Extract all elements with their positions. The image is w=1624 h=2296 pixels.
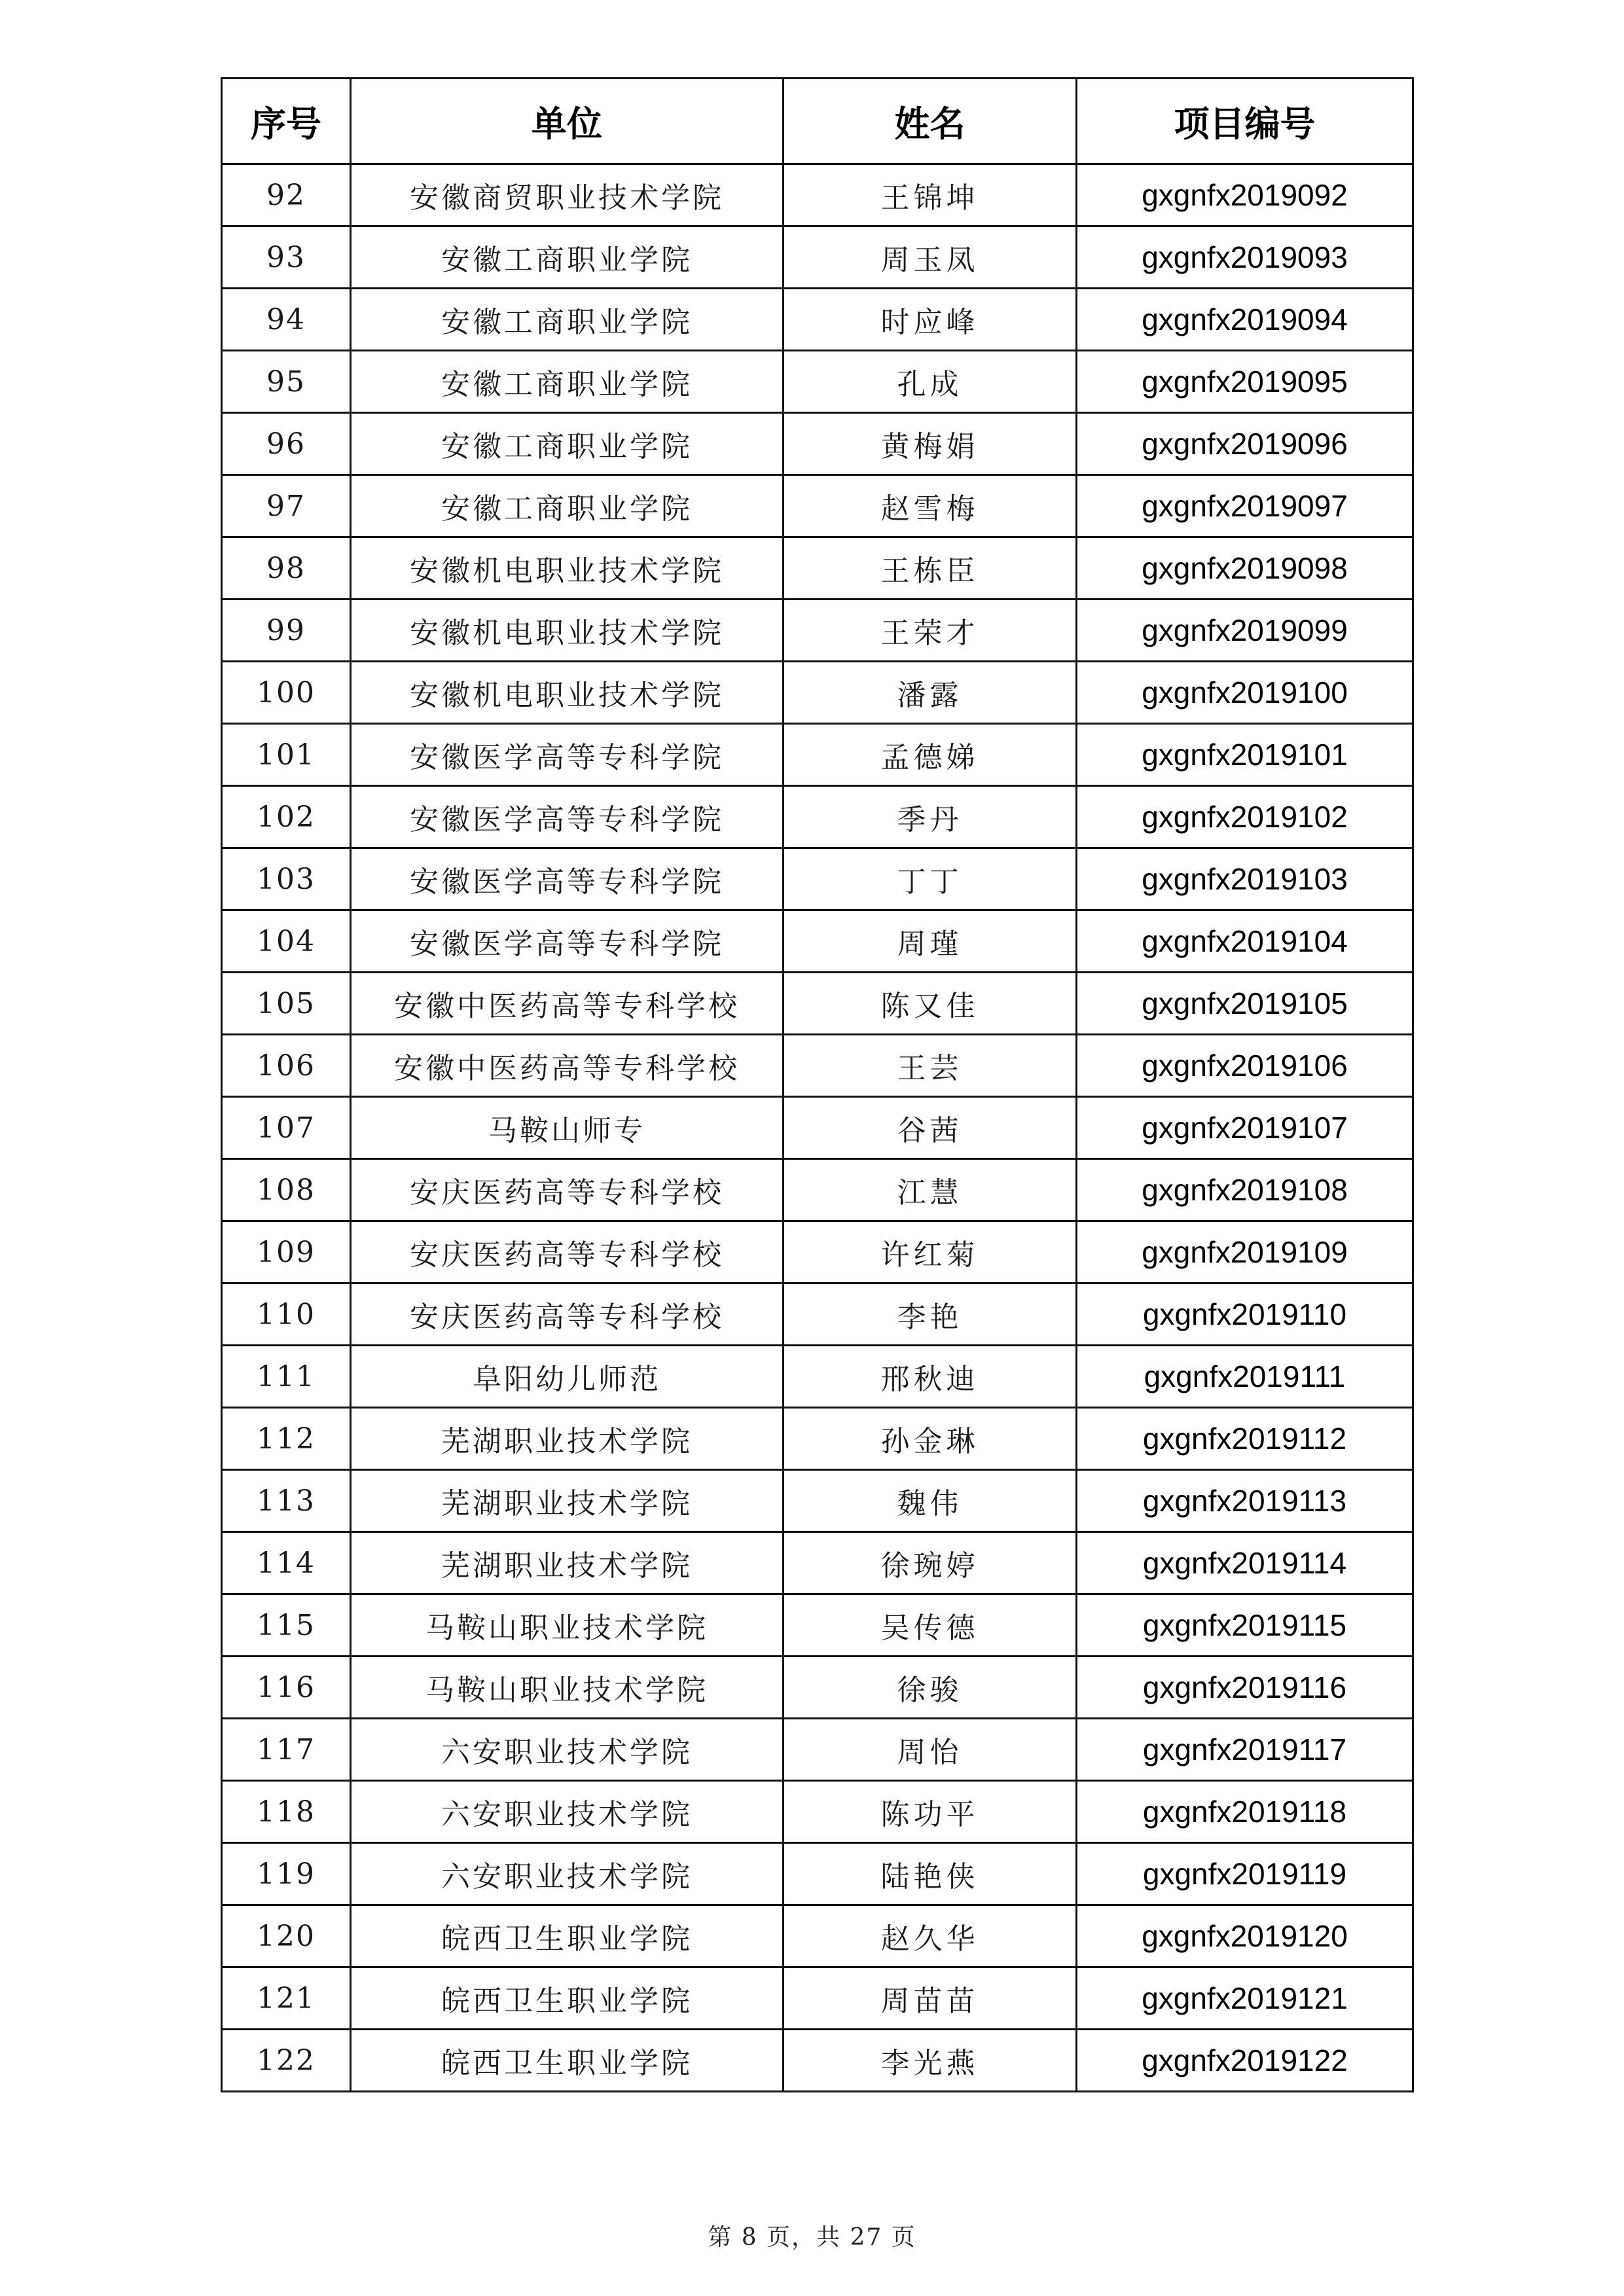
cell-name: 江慧	[784, 1159, 1077, 1221]
table-row	[222, 413, 1413, 475]
cell-name: 赵雪梅	[784, 475, 1077, 537]
cell-unit: 马鞍山职业技术学院	[351, 1594, 784, 1657]
cell-project-code: gxgnfx2019122	[1077, 2030, 1413, 2092]
cell-seq: 105	[222, 973, 351, 1035]
table-row	[222, 1221, 1413, 1283]
cell-project-code: gxgnfx2019099	[1077, 600, 1413, 662]
cell-project-code: gxgnfx2019104	[1077, 910, 1413, 973]
cell-unit: 安徽机电职业技术学院	[351, 537, 784, 600]
cell-name: 魏伟	[784, 1470, 1077, 1532]
cell-unit: 安庆医药高等专科学校	[351, 1283, 784, 1346]
cell-name: 周瑾	[784, 910, 1077, 973]
cell-name: 潘露	[784, 662, 1077, 724]
cell-seq: 94	[222, 289, 351, 351]
cell-seq: 115	[222, 1594, 351, 1657]
cell-seq: 108	[222, 1159, 351, 1221]
cell-project-code: gxgnfx2019115	[1077, 1594, 1413, 1657]
table-row	[222, 289, 1413, 351]
cell-name: 王锦坤	[784, 164, 1077, 226]
header-name: 姓名	[784, 79, 1077, 164]
table-row	[222, 1594, 1413, 1657]
cell-unit: 芜湖职业技术学院	[351, 1470, 784, 1532]
cell-name: 陆艳侠	[784, 1843, 1077, 1905]
cell-project-code: gxgnfx2019103	[1077, 848, 1413, 910]
cell-name: 徐琬婷	[784, 1532, 1077, 1594]
cell-name: 孟德娣	[784, 724, 1077, 786]
project-roster-table	[221, 77, 1414, 2092]
table-row	[222, 786, 1413, 848]
cell-seq: 104	[222, 910, 351, 973]
cell-project-code: gxgnfx2019116	[1077, 1657, 1413, 1719]
table-row	[222, 1408, 1413, 1470]
cell-project-code: gxgnfx2019109	[1077, 1221, 1413, 1283]
cell-unit: 安徽工商职业学院	[351, 289, 784, 351]
cell-name: 孙金琳	[784, 1408, 1077, 1470]
cell-project-code: gxgnfx2019111	[1077, 1346, 1413, 1408]
table-row	[222, 662, 1413, 724]
cell-unit: 皖西卫生职业学院	[351, 1905, 784, 1967]
cell-project-code: gxgnfx2019098	[1077, 537, 1413, 600]
cell-project-code: gxgnfx2019097	[1077, 475, 1413, 537]
table-row	[222, 1905, 1413, 1967]
table-row	[222, 1781, 1413, 1843]
cell-name: 王芸	[784, 1035, 1077, 1097]
table-row	[222, 1346, 1413, 1408]
cell-project-code: gxgnfx2019112	[1077, 1408, 1413, 1470]
table-row	[222, 1097, 1413, 1159]
table-row	[222, 600, 1413, 662]
table-body	[222, 164, 1413, 2092]
cell-project-code: gxgnfx2019100	[1077, 662, 1413, 724]
cell-seq: 113	[222, 1470, 351, 1532]
cell-name: 李艳	[784, 1283, 1077, 1346]
cell-seq: 93	[222, 226, 351, 289]
cell-project-code: gxgnfx2019095	[1077, 351, 1413, 413]
table-row	[222, 475, 1413, 537]
cell-seq: 122	[222, 2030, 351, 2092]
cell-unit: 阜阳幼儿师范	[351, 1346, 784, 1408]
cell-name: 季丹	[784, 786, 1077, 848]
cell-name: 徐骏	[784, 1657, 1077, 1719]
cell-name: 邢秋迪	[784, 1346, 1077, 1408]
cell-project-code: gxgnfx2019110	[1077, 1283, 1413, 1346]
header-row	[222, 79, 1413, 164]
table-row	[222, 1470, 1413, 1532]
cell-unit: 皖西卫生职业学院	[351, 1967, 784, 2030]
cell-unit: 芜湖职业技术学院	[351, 1532, 784, 1594]
cell-name: 时应峰	[784, 289, 1077, 351]
cell-unit: 马鞍山职业技术学院	[351, 1657, 784, 1719]
table-row	[222, 1035, 1413, 1097]
header-project-code: 项目编号	[1077, 79, 1413, 164]
table-header	[222, 79, 1413, 164]
cell-unit: 安徽工商职业学院	[351, 475, 784, 537]
cell-name: 孔成	[784, 351, 1077, 413]
cell-seq: 119	[222, 1843, 351, 1905]
cell-seq: 95	[222, 351, 351, 413]
cell-unit: 安徽中医药高等专科学校	[351, 1035, 784, 1097]
cell-unit: 安徽医学高等专科学院	[351, 786, 784, 848]
cell-name: 陈又佳	[784, 973, 1077, 1035]
cell-name: 王栋臣	[784, 537, 1077, 600]
table-row	[222, 2030, 1413, 2092]
cell-seq: 99	[222, 600, 351, 662]
table-row	[222, 1719, 1413, 1781]
table-row	[222, 1532, 1413, 1594]
header-unit: 单位	[351, 79, 784, 164]
cell-unit: 皖西卫生职业学院	[351, 2030, 784, 2092]
cell-project-code: gxgnfx2019094	[1077, 289, 1413, 351]
table-row	[222, 724, 1413, 786]
cell-name: 李光燕	[784, 2030, 1077, 2092]
cell-seq: 116	[222, 1657, 351, 1719]
cell-unit: 六安职业技术学院	[351, 1843, 784, 1905]
cell-unit: 安庆医药高等专科学校	[351, 1221, 784, 1283]
cell-project-code: gxgnfx2019113	[1077, 1470, 1413, 1532]
cell-unit: 安徽工商职业学院	[351, 351, 784, 413]
cell-unit: 马鞍山师专	[351, 1097, 784, 1159]
cell-seq: 92	[222, 164, 351, 226]
cell-unit: 安徽机电职业技术学院	[351, 662, 784, 724]
table-row	[222, 351, 1413, 413]
table-row	[222, 164, 1413, 226]
cell-unit: 安徽工商职业学院	[351, 413, 784, 475]
cell-seq: 114	[222, 1532, 351, 1594]
cell-seq: 98	[222, 537, 351, 600]
cell-unit: 安徽工商职业学院	[351, 226, 784, 289]
cell-project-code: gxgnfx2019117	[1077, 1719, 1413, 1781]
cell-name: 许红菊	[784, 1221, 1077, 1283]
table-row	[222, 1657, 1413, 1719]
cell-unit: 安徽医学高等专科学院	[351, 910, 784, 973]
cell-seq: 118	[222, 1781, 351, 1843]
table-row	[222, 973, 1413, 1035]
cell-name: 周苗苗	[784, 1967, 1077, 2030]
cell-project-code: gxgnfx2019092	[1077, 164, 1413, 226]
cell-seq: 97	[222, 475, 351, 537]
table-row	[222, 1967, 1413, 2030]
cell-seq: 111	[222, 1346, 351, 1408]
cell-name: 陈功平	[784, 1781, 1077, 1843]
cell-project-code: gxgnfx2019096	[1077, 413, 1413, 475]
cell-seq: 117	[222, 1719, 351, 1781]
table-row	[222, 226, 1413, 289]
cell-project-code: gxgnfx2019101	[1077, 724, 1413, 786]
cell-name: 丁丁	[784, 848, 1077, 910]
cell-seq: 109	[222, 1221, 351, 1283]
cell-seq: 100	[222, 662, 351, 724]
cell-project-code: gxgnfx2019121	[1077, 1967, 1413, 2030]
cell-name: 周怡	[784, 1719, 1077, 1781]
cell-project-code: gxgnfx2019106	[1077, 1035, 1413, 1097]
table-row	[222, 1159, 1413, 1221]
cell-seq: 121	[222, 1967, 351, 2030]
cell-seq: 96	[222, 413, 351, 475]
cell-project-code: gxgnfx2019118	[1077, 1781, 1413, 1843]
table-row	[222, 1283, 1413, 1346]
cell-seq: 102	[222, 786, 351, 848]
cell-project-code: gxgnfx2019119	[1077, 1843, 1413, 1905]
cell-project-code: gxgnfx2019093	[1077, 226, 1413, 289]
cell-unit: 安徽机电职业技术学院	[351, 600, 784, 662]
cell-name: 周玉凤	[784, 226, 1077, 289]
cell-unit: 安庆医药高等专科学校	[351, 1159, 784, 1221]
cell-seq: 120	[222, 1905, 351, 1967]
cell-project-code: gxgnfx2019107	[1077, 1097, 1413, 1159]
cell-project-code: gxgnfx2019108	[1077, 1159, 1413, 1221]
header-seq: 序号	[222, 79, 351, 164]
table-row	[222, 910, 1413, 973]
cell-name: 黄梅娟	[784, 413, 1077, 475]
cell-seq: 103	[222, 848, 351, 910]
table-row	[222, 537, 1413, 600]
cell-project-code: gxgnfx2019120	[1077, 1905, 1413, 1967]
cell-seq: 110	[222, 1283, 351, 1346]
page-number-footer: 第 8 页，共 27 页	[708, 2224, 916, 2251]
cell-seq: 112	[222, 1408, 351, 1470]
cell-unit: 六安职业技术学院	[351, 1719, 784, 1781]
cell-project-code: gxgnfx2019102	[1077, 786, 1413, 848]
cell-unit: 安徽商贸职业技术学院	[351, 164, 784, 226]
cell-seq: 106	[222, 1035, 351, 1097]
cell-unit: 安徽中医药高等专科学校	[351, 973, 784, 1035]
cell-name: 王荣才	[784, 600, 1077, 662]
table-row	[222, 1843, 1413, 1905]
cell-unit: 安徽医学高等专科学院	[351, 724, 784, 786]
cell-seq: 101	[222, 724, 351, 786]
cell-unit: 六安职业技术学院	[351, 1781, 784, 1843]
cell-seq: 107	[222, 1097, 351, 1159]
cell-name: 赵久华	[784, 1905, 1077, 1967]
cell-project-code: gxgnfx2019114	[1077, 1532, 1413, 1594]
cell-project-code: gxgnfx2019105	[1077, 973, 1413, 1035]
table-row	[222, 848, 1413, 910]
cell-unit: 安徽医学高等专科学院	[351, 848, 784, 910]
cell-name: 谷茜	[784, 1097, 1077, 1159]
cell-unit: 芜湖职业技术学院	[351, 1408, 784, 1470]
cell-name: 吴传德	[784, 1594, 1077, 1657]
